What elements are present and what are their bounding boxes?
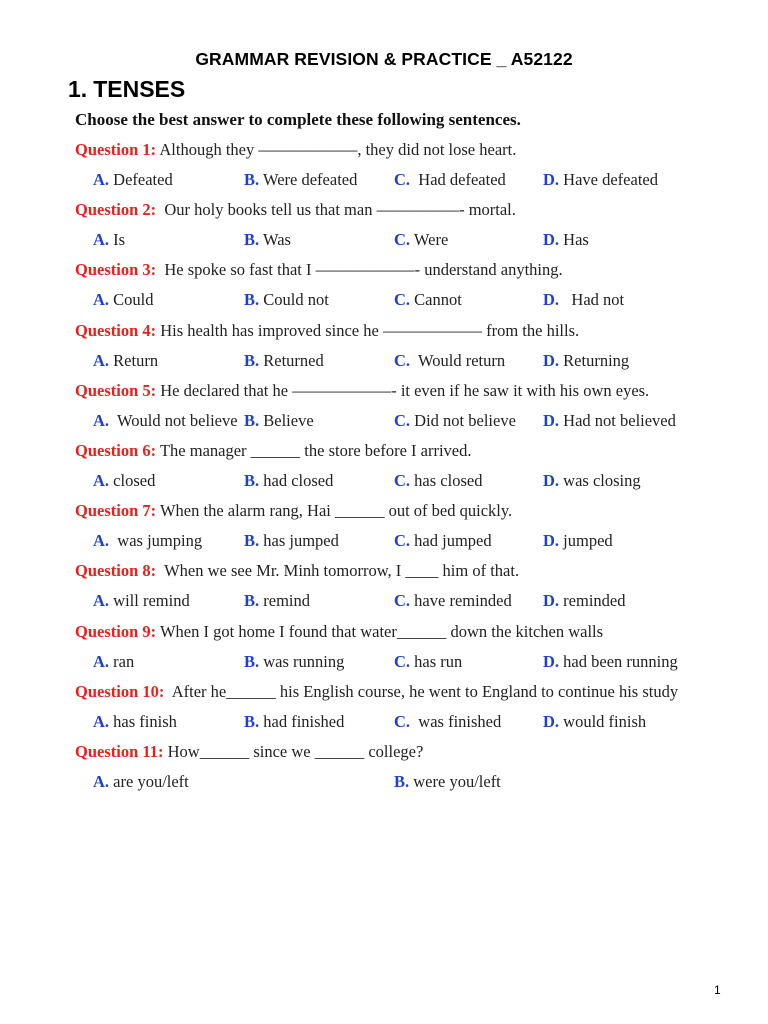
option-text: Has [559, 230, 589, 250]
option-letter: B. [244, 410, 260, 430]
answer-option[interactable] [543, 170, 658, 190]
option-text: are you/left [109, 772, 189, 791]
option-letter: D. [543, 230, 560, 250]
option-letter: D. [543, 711, 560, 731]
answer-option[interactable] [244, 591, 310, 611]
question-label: Question 1: [75, 140, 157, 159]
answer-option[interactable] [543, 230, 589, 250]
option-text: Had not believed [559, 410, 676, 430]
question-text: How______ since we ______ college? [163, 742, 424, 761]
question-text: Although they ——————, they did not lose heart. [156, 140, 517, 159]
answer-option[interactable] [394, 411, 516, 431]
option-letter: B. [244, 471, 260, 490]
option-letter: B. [244, 170, 260, 189]
section-number: 1. [68, 76, 88, 102]
option-letter: C. [394, 290, 411, 310]
option-text: has finish [109, 711, 177, 731]
answer-option[interactable] [543, 471, 641, 491]
question-9 [75, 622, 603, 642]
answer-option[interactable] [93, 712, 177, 732]
answer-option[interactable] [394, 712, 501, 732]
answer-option[interactable] [93, 351, 158, 371]
option-letter: A. [93, 772, 110, 791]
answer-option[interactable] [244, 351, 324, 371]
answer-option[interactable] [394, 652, 462, 672]
option-text: Did not believe [410, 410, 516, 430]
option-text: Return [109, 350, 159, 370]
option-text: Had not [559, 290, 625, 310]
question-label: Question 4: [75, 320, 157, 340]
answer-option[interactable] [93, 230, 125, 250]
option-text: was closing [559, 471, 641, 490]
answer-option[interactable] [394, 531, 492, 551]
option-text: was running [259, 651, 345, 671]
option-letter: D. [543, 531, 560, 551]
option-text: Were defeated [259, 170, 358, 189]
section-heading [68, 76, 185, 103]
question-3 [75, 260, 563, 280]
section-title: TENSES [93, 76, 186, 102]
option-letter: A. [93, 531, 110, 551]
option-text: has run [410, 651, 463, 671]
answer-option[interactable] [244, 230, 291, 250]
question-text: Our holy books tell us that man —————- mortal. [156, 200, 516, 220]
answer-option[interactable] [543, 531, 613, 551]
answer-option[interactable] [93, 772, 189, 792]
option-letter: C. [394, 471, 411, 490]
instruction-text: Choose the best answer to complete these following sentences. [75, 110, 521, 129]
option-text: Cannot [410, 290, 462, 310]
answer-option[interactable] [543, 290, 624, 310]
question-8 [75, 561, 519, 581]
option-letter: C. [394, 230, 411, 250]
answer-option[interactable] [93, 411, 238, 431]
question-text: When we see Mr. Minh tomorrow, I ____ him of that. [156, 561, 520, 581]
option-letter: D. [543, 471, 560, 490]
answer-option[interactable] [394, 351, 505, 371]
answer-option[interactable] [93, 170, 173, 190]
answer-option[interactable] [93, 591, 190, 611]
question-label: Question 3: [75, 260, 157, 280]
answer-option[interactable] [244, 471, 333, 491]
answer-option[interactable] [93, 290, 154, 310]
option-text: was finished [410, 711, 502, 731]
option-text: had been running [559, 651, 678, 671]
answer-option[interactable] [543, 351, 629, 371]
option-letter: A. [93, 350, 110, 370]
option-text: closed [109, 471, 156, 490]
question-10 [75, 682, 678, 702]
option-letter: A. [93, 230, 110, 250]
answer-option[interactable] [244, 411, 314, 431]
question-text: He spoke so fast that I ——————- understand anything. [156, 260, 563, 280]
option-text: were you/left [409, 772, 501, 791]
page-number: 1 [714, 983, 721, 997]
option-letter: A. [93, 591, 110, 611]
option-text: Could [109, 290, 154, 310]
answer-option[interactable] [394, 471, 482, 491]
question-text: When the alarm rang, Hai ______ out of bed quickly. [156, 501, 513, 521]
question-label: Question 10: [75, 681, 165, 701]
option-letter: C. [394, 170, 411, 189]
answer-option[interactable] [543, 591, 625, 611]
option-text: Had defeated [410, 170, 506, 189]
option-letter: B. [244, 350, 260, 370]
option-letter: C. [394, 651, 411, 671]
option-text: Believe [259, 410, 314, 430]
option-text: Returning [559, 350, 630, 370]
option-text: would finish [559, 711, 647, 731]
option-text: has closed [410, 471, 483, 490]
answer-option[interactable] [543, 652, 678, 672]
option-text: Was [259, 230, 291, 250]
answer-option[interactable] [244, 290, 329, 310]
answer-option[interactable] [244, 652, 344, 672]
question-label: Question 11: [75, 742, 164, 761]
answer-option[interactable] [93, 471, 155, 491]
answer-option[interactable] [394, 230, 448, 250]
option-text: Have defeated [559, 170, 658, 189]
question-5 [75, 381, 649, 401]
option-letter: B. [244, 290, 260, 310]
question-2 [75, 200, 516, 220]
option-text: Would return [410, 350, 506, 370]
option-letter: A. [93, 471, 110, 490]
option-letter: D. [543, 591, 560, 611]
option-letter: D. [543, 651, 560, 671]
option-letter: D. [543, 290, 560, 310]
option-letter: B. [244, 711, 260, 731]
question-6 [75, 441, 472, 461]
option-text: Could not [259, 290, 329, 310]
answer-option[interactable] [394, 170, 506, 190]
answer-option[interactable] [394, 772, 501, 792]
answer-option[interactable] [394, 290, 462, 310]
option-letter: C. [394, 350, 411, 370]
question-label: Question 8: [75, 561, 157, 581]
question-text: His health has improved since he —————— from the hills. [156, 320, 580, 340]
question-label: Question 7: [75, 501, 157, 521]
option-text: Would not believe [109, 410, 238, 430]
question-label: Question 6: [75, 441, 157, 460]
option-letter: B. [394, 772, 410, 791]
option-text: have reminded [410, 591, 512, 611]
answer-option[interactable] [244, 531, 339, 551]
answer-option[interactable] [93, 531, 202, 551]
option-text: Is [109, 230, 126, 250]
option-letter: B. [244, 230, 260, 250]
option-letter: D. [543, 350, 560, 370]
option-letter: A. [93, 290, 110, 310]
option-letter: A. [93, 651, 110, 671]
option-text: will remind [109, 591, 190, 611]
option-text: was jumping [109, 531, 203, 551]
option-letter: D. [543, 410, 560, 430]
question-1 [75, 140, 516, 160]
option-text: reminded [559, 591, 626, 611]
option-letter: A. [93, 170, 110, 189]
question-label: Question 5: [75, 380, 157, 400]
option-text: Defeated [109, 170, 173, 189]
option-letter: C. [394, 591, 411, 611]
option-text: had finished [259, 711, 345, 731]
answer-option[interactable] [244, 712, 344, 732]
option-text: has jumped [259, 531, 339, 551]
question-4 [75, 321, 579, 341]
option-letter: C. [394, 711, 411, 731]
question-7 [75, 501, 512, 521]
option-letter: B. [244, 531, 260, 551]
option-text: Returned [259, 350, 324, 370]
answer-option[interactable] [543, 411, 676, 431]
option-letter: C. [394, 531, 411, 551]
question-text: When I got home I found that water______ down the kitchen walls [156, 621, 604, 641]
question-text: He declared that he ——————- it even if he saw it with his own eyes. [156, 380, 650, 400]
option-letter: A. [93, 410, 110, 430]
document-title: GRAMMAR REVISION & PRACTICE _ A52122 [195, 49, 573, 69]
question-text: The manager ______ the store before I arrived. [156, 441, 472, 460]
option-text: remind [259, 591, 311, 611]
option-letter: C. [394, 410, 411, 430]
option-text: had jumped [410, 531, 492, 551]
option-text: Were [410, 230, 449, 250]
option-text: had closed [259, 471, 334, 490]
option-text: jumped [559, 531, 613, 551]
option-letter: B. [244, 591, 260, 611]
question-11 [75, 742, 423, 762]
option-text: ran [109, 651, 135, 671]
answer-option[interactable] [93, 652, 134, 672]
question-label: Question 2: [75, 200, 157, 220]
question-text: After he______ his English course, he went to England to continue his study [164, 681, 679, 701]
option-letter: A. [93, 711, 110, 731]
answer-option[interactable] [394, 591, 512, 611]
option-letter: D. [543, 170, 560, 189]
answer-option[interactable] [244, 170, 357, 190]
question-label: Question 9: [75, 621, 157, 641]
option-letter: B. [244, 651, 260, 671]
answer-option[interactable] [543, 712, 646, 732]
